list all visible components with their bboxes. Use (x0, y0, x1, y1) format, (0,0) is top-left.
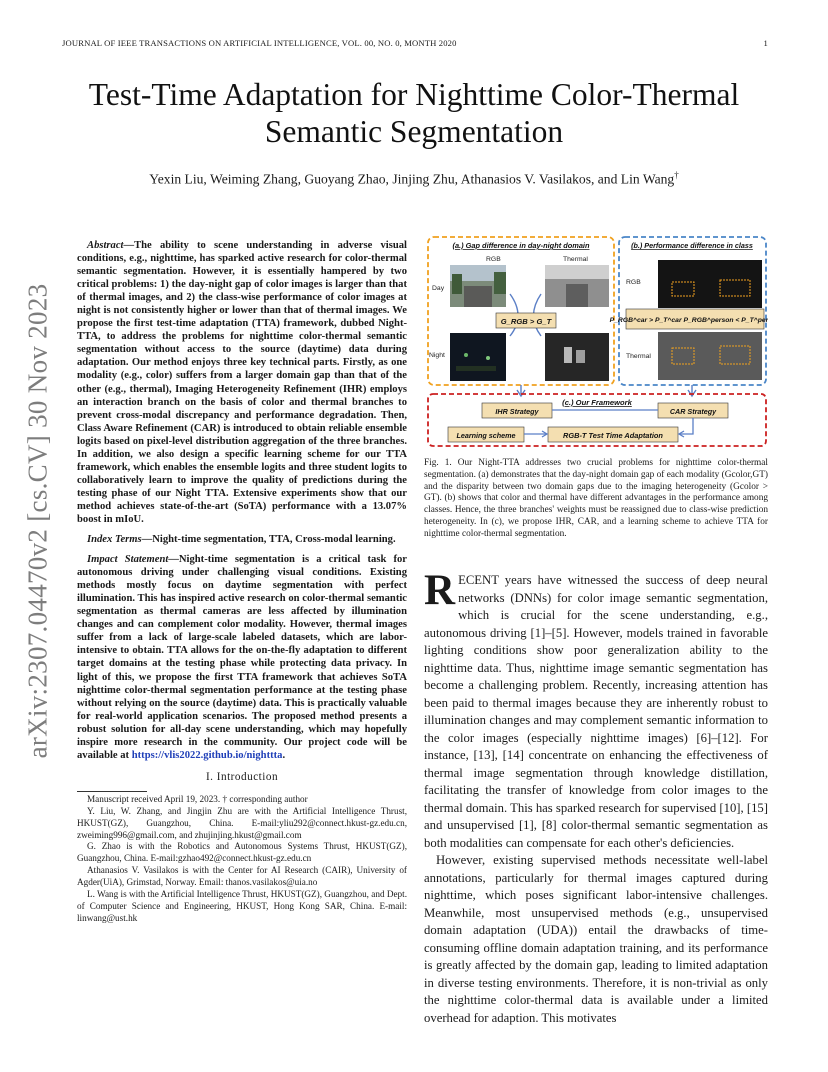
label-rgb-a: RGB (486, 256, 501, 263)
impact-statement: Impact Statement—Night-time segmentation is a critical task for autonomous driving under challenging visual conditions. Existing methods mostly focus on daytime segmentation with perfect illumination. This has inspired active research on color-thermal semantic segmentation as thermal cameras are less affected by illumination changes and can complement color modality. However, thermal images suffer from a lack of large-scale labeled datasets, which are labor-intensive to obtain. TTA allows for the on-the-fly adaptation to different target domains at the testing phase while protecting data privacy. In light of this, we propose the first TTA framework that achieves SoTA nighttime color-thermal segmentation performance at the testing phase without relying on the source (daytime) data. This is practically valuable for real-world application scenarios. The proposed method presents a robust solution for all-day scene understanding, which may hopefully inspire more research in the community. Our project code will be available at https://vlis2022.github.io/nighttta. (77, 554, 407, 761)
gap-formula: G_RGB > G_T (500, 317, 552, 326)
intro-paragraph-2: However, existing supervised methods necessitate well-label annotations, particularly for thermal images captured during nighttime, which poses significant labor-intensive challenges. Meanwhile, most unsupervised methods (e.g., unsupervised domain adaptation (UDA)) entail the drawbacks of time-consuming offline domain adaptation training, and its performance is greatly affected by the domain gap, leading to limited adaptation in diverse testing environments. Therefore, it is non-trivial as only the nighttime color-thermal data is available under a limited overhead for adaption. This motivates (424, 853, 768, 1025)
journal-name: JOURNAL OF IEEE TRANSACTIONS ON ARTIFICIAL INTELLIGENCE, VOL. 00, NO. 0, MONTH 2020 (62, 38, 457, 48)
title-line-2: Semantic Segmentation (264, 114, 564, 149)
label-day: Day (432, 285, 445, 292)
abstract-label: Abstract (87, 240, 124, 251)
footnote-2: Y. Liu, W. Zhang, and Jingjin Zhu are with the Artificial Intelligence Thrust, HKUST(GZ), Guangzhou, China. E-mail:yliu292@connect.hkust-gz.edu.cn, zweiming996@gmail.com, and zhujinjing.hkust@gmail.com (77, 805, 407, 840)
section-heading: I. Introduction (205, 770, 279, 783)
footnote-rule (77, 791, 147, 792)
paper-title (40, 76, 788, 150)
label-thermal-a: Thermal (563, 256, 588, 263)
index-terms-body: —Night-time segmentation, TTA, Cross-modal learning. (141, 534, 396, 546)
footnote-4: Athanasios V. Vasilakos is with the Center for AI Research (CAIR), University of Agder(UiA), Grimstad, Norway. Email: thanos.vasilakos@uia.no (77, 865, 407, 888)
footnote-1: Manuscript received April 19, 2023. † corresponding author (87, 793, 308, 804)
class-rgb-image (658, 260, 762, 308)
author-list (60, 170, 768, 188)
caption-label: Fig. 1. (424, 458, 452, 468)
figure-caption (424, 458, 768, 541)
right-column (424, 567, 768, 1027)
panel-c-title: (c.) Our Framework (562, 398, 632, 407)
index-terms-label: Index Terms (87, 534, 142, 546)
impact-body: —Night-time segmentation is a critical task for autonomous driving under challenging visual conditions. Existing methods mostly focus on daytime segmentation with perfect illumination. This has inspired active research on color-thermal semantic segmentation as thermal cameras are less affected by illumination changes and can complement color modality. However, thermal images suffer from a lack of large-scale labeled datasets, which are labor-intensive to obtain. TTA allows for the on-the-fly adaptation to different target domains at the testing phase while protecting data privacy. In light of this, we propose the first TTA framework that achieves SoTA nighttime color-thermal segmentation performance at the testing phase without relying on the source (daytime) data. This is practically valuable for real-world application scenarios. The proposed method presents a robust solution for all-day scene understanding, which may hopefully inspire more research in the community. Our project code will be available at (77, 554, 407, 761)
title-line-1: Test-Time Adaptation for Nighttime Color-Thermal (88, 77, 740, 112)
footnote-3: G. Zhao is with the Robotics and Autonomous Systems Thrust, HKUST(GZ), Guangzhou, China. E-mail:gzhao492@connect.hkust-gz.edu.cn (77, 841, 407, 864)
abstract-body: —The ability to scene understanding in adverse visual conditions, e.g., nighttime, has sparked active research for color-thermal semantic segmentation. However, it is essentially hampered by two critical problems: 1) the day-night gap of color images is larger than that of thermal images, and 2) the class-wise performance of color images at night is not consistently higher or lower than that of thermal images. We propose the first test-time adaptation (TTA) framework, dubbed Night-TTA, to address the problems for nighttime color-thermal semantic segmentation without access to the source (daytime) data during adaptation. Our method enjoys three key technical parts. Firstly, as one modality (e.g., color) suffers from a larger domain gap than that of the other (e.g., thermal), Imaging Heterogeneity Refinement (IHR) employs an interaction branch on the basis of color and thermal branches to prevent cross-modal discrepancy and performance degradation. Then, Class Aware Refinement (CAR) is introduced to obtain reliable ensemble logits based on pixel-level distribution aggregation of the three branches. In addition, we also design a specific learning scheme for our TTA framework, which enables the ensemble logits and three student logits to collaboratively learn to improve the quality of predictions during the testing phase of our Night TTA. Extensive experiments show that our method achieves state-of-the-art (SoTA) performance with a 13.07% boost in mIoU. (77, 240, 407, 525)
abstract (77, 239, 407, 526)
figure-1 (426, 236, 768, 448)
panel-b-title: (b.) Performance difference in class (631, 241, 753, 250)
left-column (77, 239, 407, 925)
intro-p1-text: ECENT years have witnessed the success of deep neural networks (DNNs) for color image semantic segmentation, which is crucial for the scene understanding, e.g., autonomous driving [1]–[5]. However, models trained in favorable lighting conditions show poor generalization ability to the nighttime data. Thus, nighttime image semantic segmentation has become a challenging problem. Recently, increasing attention has been paid to thermal images because they are inherently robust to illumination changes and may complement semantic information to the color images (especially nighttime images) [6]–[12]. For instance, [13], [14] concentrate on enhancing the effectiveness of thermal image segmentation through knowledge distillation, facilitating the transfer of knowledge from color images to the thermal domain. This has sparked research for supervised [10], [15] and unsupervised [1], [8] color-thermal semantic segmentation as both modalities can compensate for each other's deficiencies. (424, 573, 768, 850)
perf-formula: P_RGB^car > P_T^car P_RGB^person < P_T^person (609, 317, 768, 324)
caption-text: Our Night-TTA addresses two crucial problems for nighttime color-thermal segmentation. (a) demonstrates that the day-night domain gap of each modality (Gcolor,GT) and the disparity between two domain gaps due to the imaging heterogeneity (Gcolor > GT). (b) shows that color and thermal have different advantages in the performance among classes. Hence, the three branches' weights must be reassigned due to class-wise prediction heterogeneity. In (c), we propose IHR, CAR, and a learning scheme to achieve TTA for nighttime color-thermal segmentation. (424, 458, 769, 539)
ihr-label: IHR Strategy (495, 407, 539, 416)
rgbt-label: RGB-T Test Time Adaptation (563, 431, 663, 440)
learning-label: Learning scheme (456, 431, 516, 440)
drop-cap: R (424, 567, 456, 614)
page-number: 1 (763, 38, 768, 48)
night-rgb-image (450, 333, 506, 381)
project-link[interactable]: https://vlis2022.github.io/nighttta (131, 749, 283, 761)
impact-label: Impact Statement (87, 554, 169, 566)
arxiv-id: arXiv:2307.04470v2 [cs.CV] 30 Nov 2023 (22, 283, 53, 759)
running-header (62, 38, 768, 48)
arxiv-stamp (18, 276, 58, 766)
label-rgb-b: RGB (626, 279, 641, 286)
label-night: Night (429, 352, 445, 359)
car-label: CAR Strategy (669, 407, 717, 416)
label-thermal-b: Thermal (626, 353, 651, 360)
footnote-5: L. Wang is with the Artificial Intelligence Thrust, HKUST(GZ), Guangzhou, and Dept. of Computer Science and Engineering, HKUST, Hong Kong SAR, China. E-mail: linwang@ust.hk (77, 889, 407, 923)
index-terms (77, 533, 407, 546)
corresponding-mark: † (674, 170, 679, 180)
figure-1-diagram (426, 236, 768, 448)
panel-a-title: (a.) Gap difference in day-night domain (452, 241, 590, 250)
intro-paragraph-1 (424, 567, 768, 852)
class-thermal-image (658, 332, 762, 380)
authors-text: Yexin Liu, Weiming Zhang, Guoyang Zhao, Jinjing Zhu, Athanasios V. Vasilakos, and Lin Wang (149, 171, 675, 187)
